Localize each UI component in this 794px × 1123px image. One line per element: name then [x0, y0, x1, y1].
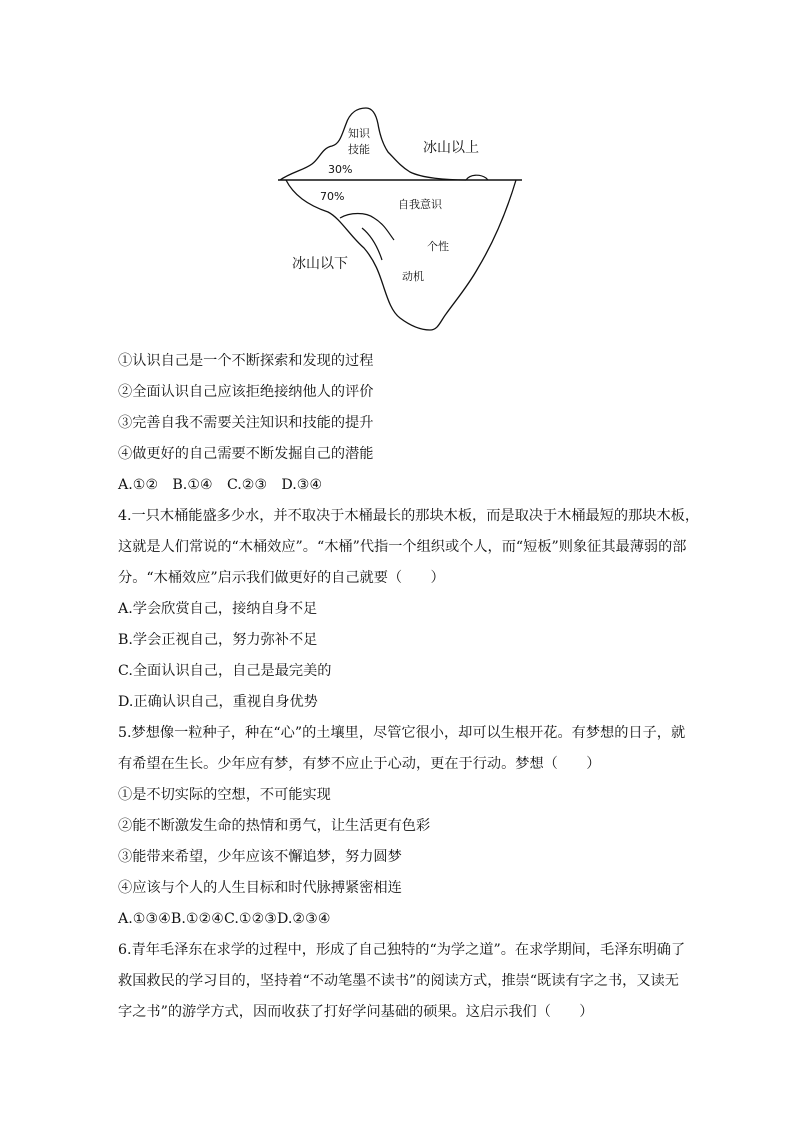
q6-stem-line-1: 6.青年毛泽东在求学的过程中，形成了自己独特的“为学之道”。在求学期间，毛泽东明确了 — [118, 942, 686, 958]
iceberg-inner-curve-1 — [340, 214, 394, 241]
q3-choices: A.①② B.①④ C.②③ D.③④ — [118, 477, 323, 493]
q5-choices: A.①③④B.①②④C.①②③D.②③④ — [118, 911, 331, 927]
q5-stem-line-2: 有希望在生长。少年应有梦，有梦不应止于心动，更在于行动。梦想（ ） — [118, 756, 601, 772]
q4-option-a: A.学会欣赏自己，接纳自身不足 — [118, 601, 318, 617]
label-self-awareness: 自我意识 — [398, 198, 442, 211]
q3-option-3: ③完善自我不需要关注知识和技能的提升 — [118, 415, 374, 431]
label-knowledge: 知识 — [348, 127, 370, 140]
q5-stem — [118, 718, 690, 780]
q4-option-c: C.全面认识自己，自己是最完美的 — [118, 663, 332, 679]
q5-option-4: ④应该与个人的人生目标和时代脉搏紧密相连 — [118, 880, 402, 896]
label-skill: 技能 — [348, 143, 370, 156]
q5-option-3: ③能带来希望，少年应该不懈追梦，努力圆梦 — [118, 849, 402, 865]
label-above-water: 冰山以上 — [423, 140, 479, 156]
q4-stem-line-2: 这就是人们常说的“木桶效应”。“木桶”代指一个组织或个人，而“短板”则象征其最薄弱的部 — [118, 539, 687, 555]
q4-option-b: B.学会正视自己，努力弥补不足 — [118, 632, 318, 648]
question-content — [118, 346, 700, 1028]
q4-stem-line-1: 4.一只木桶能盛多少水，并不取决于木桶最长的那块木板，而是取决于木桶最短的那块木板， — [118, 508, 700, 524]
q6-stem-line-3: 字之书”的游学方式，因而收获了打好学问基础的硕果。这启示我们（ ） — [118, 1004, 594, 1020]
q5-option-1: ①是不切实际的空想，不可能实现 — [118, 787, 331, 803]
q4-stem — [118, 501, 700, 594]
label-motive: 动机 — [402, 270, 424, 283]
iceberg-inner-curve-2 — [362, 228, 382, 260]
q3-option-2: ②全面认识自己应该拒绝接纳他人的评价 — [118, 384, 374, 400]
iceberg-chunk — [466, 175, 488, 180]
q5-option-2: ②能不断激发生命的热情和勇气，让生活更有色彩 — [118, 818, 431, 834]
label-personality: 个性 — [427, 240, 449, 253]
iceberg-diagram — [270, 100, 530, 340]
iceberg-figure — [270, 100, 530, 340]
q4-stem-line-3: 分。“木桶效应”启示我们做更好的自己就要（ ） — [118, 570, 445, 586]
label-30-percent: 30% — [328, 163, 353, 176]
label-70-percent: 70% — [320, 190, 345, 203]
q5-stem-line-1: 5.梦想像一粒种子，种在“心”的土壤里，尽管它很小，却可以生根开花。有梦想的日子，就 — [118, 725, 686, 741]
q3-option-4: ④做更好的自己需要不断发掘自己的潜能 — [118, 446, 374, 462]
q6-stem — [118, 935, 690, 1028]
q6-stem-line-2: 救国救民的学习目的，坚持着“不动笔墨不读书”的阅读方式，推崇“既读有字之书，又读无 — [118, 973, 679, 989]
q4-option-d: D.正确认识自己，重视自身优势 — [118, 694, 318, 710]
q3-option-1: ①认识自己是一个不断探索和发现的过程 — [118, 353, 374, 369]
label-below-water: 冰山以下 — [292, 256, 348, 272]
